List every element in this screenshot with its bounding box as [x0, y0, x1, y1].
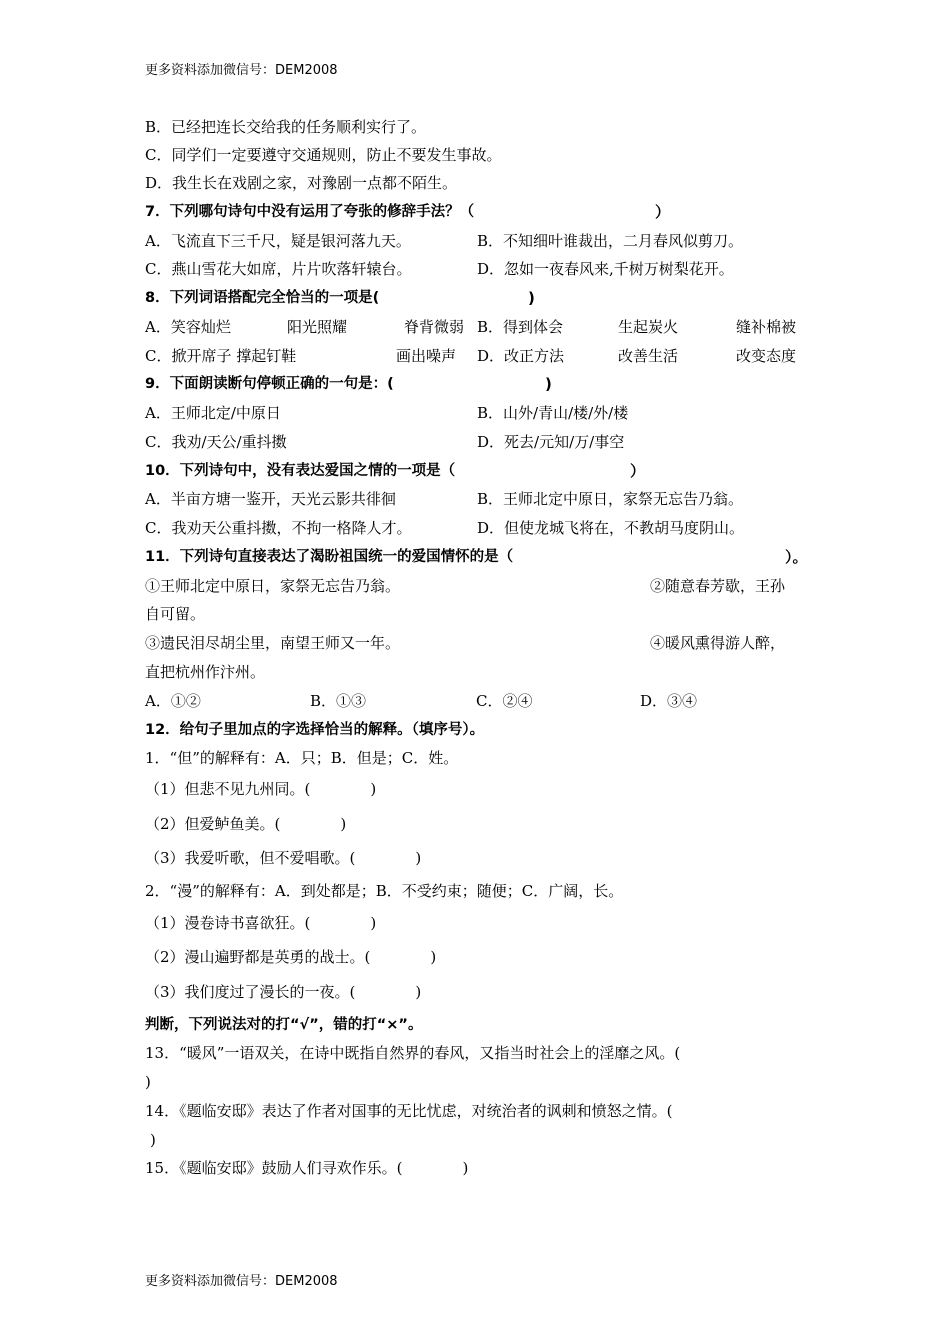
- q11-poem-2-cont: 自可留。: [145, 605, 206, 623]
- q8-option-b-word3: 缝补棉被: [736, 318, 797, 336]
- q13-close: ): [145, 1073, 151, 1091]
- q7-option-a: A．飞流直下三千尺，疑是银河落九天。: [145, 232, 411, 250]
- q11-title: 11．下列诗句直接表达了渴盼祖国统一的爱国情怀的是（: [145, 549, 514, 565]
- q9-option-d: D．死去/元知/万/事空: [477, 433, 625, 451]
- q12-sub2-item1: （1）漫卷诗书喜欲狂。( ): [145, 914, 377, 932]
- q7-option-d: D．忽如一夜春风来,千树万树梨花开。: [477, 260, 734, 278]
- q12-title: 12．给句子里加点的字选择恰当的解释。（填序号）。: [145, 722, 485, 738]
- q8-option-c-word3: 画出噪声: [396, 347, 457, 365]
- q7-close: ）: [655, 203, 671, 221]
- option-d-line: D．我生长在戏剧之家，对豫剧一点都不陌生。: [145, 174, 458, 192]
- q8-option-a: A．笑容灿烂: [145, 318, 231, 336]
- q11-poem-1: ①王师北定中原日，家祭无忘告乃翁。: [145, 577, 401, 595]
- page-footer: 更多资料添加微信号：DEM2008: [145, 1274, 338, 1289]
- q11-option-b: B．①③: [310, 692, 367, 710]
- q9-option-a: A．王师北定/中原日: [145, 404, 281, 422]
- judge-title: 判断，下列说法对的打“√”，错的打“×”。: [145, 1017, 423, 1033]
- q8-option-d-word2: 改善生活: [618, 347, 679, 365]
- q12-sub1: 1．“但”的解释有：A．只；B．但是；C．姓。: [145, 749, 459, 767]
- q12-sub1-item3: （3）我爱听歌，但不爱唱歌。( ): [145, 849, 422, 867]
- q11-poem-3: ③遗民泪尽胡尘里，南望王师又一年。: [145, 634, 401, 652]
- q15-text: 15．《题临安邸》鼓励人们寻欢作乐。( ): [145, 1159, 469, 1177]
- q10-title: 10．下列诗句中，没有表达爱国之情的一项是（: [145, 463, 456, 479]
- q11-poem-4-cont: 直把杭州作汴州。: [145, 663, 266, 681]
- q10-close: ）: [630, 462, 646, 480]
- q9-option-b: B．山外/青山/楼/外/楼: [477, 404, 629, 422]
- q14-text: 14．《题临安邸》表达了作者对国事的无比忧虑，对统治者的讽刺和愤怒之情。(: [145, 1102, 673, 1120]
- q9-title: 9．下面朗读断句停顿正确的一句是：(: [145, 376, 394, 392]
- q11-option-a: A．①②: [145, 692, 201, 710]
- q11-option-d: D．③④: [640, 692, 698, 710]
- q8-option-b-word2: 生起炭火: [618, 318, 679, 336]
- q10-option-b: B．王师北定中原日，家祭无忘告乃翁。: [477, 490, 744, 508]
- q12-sub2-item3: （3）我们度过了漫长的一夜。( ): [145, 983, 422, 1001]
- q11-poem-2: ②随意春芳歇，王孙: [650, 577, 786, 595]
- q9-close: ): [545, 375, 552, 393]
- q8-option-c: C．掀开席子 撑起钉鞋: [145, 347, 297, 365]
- q11-close: ）。: [785, 548, 808, 566]
- q8-title: 8．下列词语搭配完全恰当的一项是(: [145, 290, 380, 306]
- q8-option-d: D．改正方法: [477, 347, 565, 365]
- option-b-line: B．已经把连长交给我的任务顺利实行了。: [145, 118, 427, 136]
- q10-option-c: C．我劝天公重抖擞，不拘一格降人才。: [145, 519, 412, 537]
- q12-sub2: 2．“漫”的解释有：A．到处都是；B．不受约束；随便；C．广阔，长。: [145, 882, 624, 900]
- q12-sub2-item2: （2）漫山遍野都是英勇的战士。( ): [145, 948, 437, 966]
- q8-option-a-word2: 阳光照耀: [287, 318, 348, 336]
- q8-option-b: B．得到体会: [477, 318, 564, 336]
- q10-option-a: A．半亩方塘一鉴开，天光云影共徘徊: [145, 490, 396, 508]
- option-c-line: C．同学们一定要遵守交通规则，防止不要发生事故。: [145, 146, 502, 164]
- q12-sub1-item1: （1）但悲不见九州同。( ): [145, 780, 377, 798]
- q8-option-a-word3: 脊背微弱: [404, 318, 465, 336]
- q9-option-c: C．我劝/天公/重抖擞: [145, 433, 287, 451]
- q8-option-d-word3: 改变态度: [736, 347, 797, 365]
- q14-close: ): [150, 1131, 156, 1149]
- q11-option-c: C．②④: [476, 692, 533, 710]
- q7-title: 7．下列哪句诗句中没有运用了夸张的修辞手法？（: [145, 204, 475, 220]
- q10-option-d: D．但使龙城飞将在，不教胡马度阴山。: [477, 519, 745, 537]
- q12-sub1-item2: （2）但爱鲈鱼美。( ): [145, 815, 347, 833]
- q13-text: 13．“暖风”一语双关，在诗中既指自然界的春风，又指当时社会上的淫靡之风。(: [145, 1044, 681, 1062]
- q8-close: ): [528, 289, 535, 307]
- q7-option-c: C．燕山雪花大如席，片片吹落轩辕台。: [145, 260, 412, 278]
- q11-poem-4: ④暖风熏得游人醉，: [650, 634, 786, 652]
- page-header: 更多资料添加微信号：DEM2008: [145, 63, 338, 78]
- q7-option-b: B．不知细叶谁裁出，二月春风似剪刀。: [477, 232, 744, 250]
